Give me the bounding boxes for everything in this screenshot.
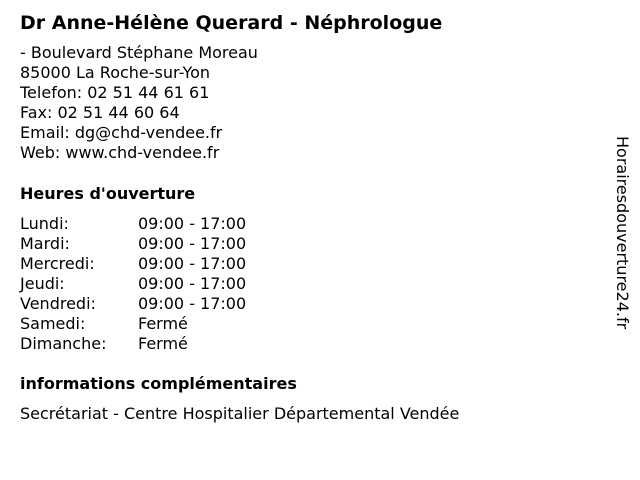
contact-details [20, 43, 258, 163]
phone-number: Telefon: 02 51 44 61 61 [20, 83, 210, 102]
day-hours: 09:00 - 17:00 [138, 214, 247, 233]
day-hours: Fermé [138, 334, 188, 353]
day-hours: 09:00 - 17:00 [138, 254, 247, 273]
additional-info-heading: informations complémentaires [20, 374, 297, 393]
day-hours: 09:00 - 17:00 [138, 234, 247, 253]
page-title: Dr Anne-Hélène Querard - Néphrologue [20, 12, 443, 34]
day-hours: 09:00 - 17:00 [138, 294, 247, 313]
city-address: 85000 La Roche-sur-Yon [20, 63, 211, 82]
website-address: Web: www.chd-vendee.fr [20, 143, 220, 162]
day-label: Samedi: [20, 314, 86, 333]
additional-info-text: Secrétariat - Centre Hospitalier Départemental Vendée [20, 404, 460, 423]
site-watermark: Horairesdouverture24.fr [613, 136, 632, 330]
day-label: Mardi: [20, 234, 70, 253]
email-address: Email: dg@chd-vendee.fr [20, 123, 223, 142]
day-label: Dimanche: [20, 334, 107, 353]
opening-hours-heading: Heures d'ouverture [20, 184, 196, 203]
street-address: - Boulevard Stéphane Moreau [20, 43, 258, 62]
day-label: Lundi: [20, 214, 69, 233]
day-hours: Fermé [138, 314, 188, 333]
day-label: Jeudi: [20, 274, 65, 293]
day-hours: 09:00 - 17:00 [138, 274, 247, 293]
day-label: Mercredi: [20, 254, 95, 273]
fax-number: Fax: 02 51 44 60 64 [20, 103, 180, 122]
day-label: Vendredi: [20, 294, 96, 313]
